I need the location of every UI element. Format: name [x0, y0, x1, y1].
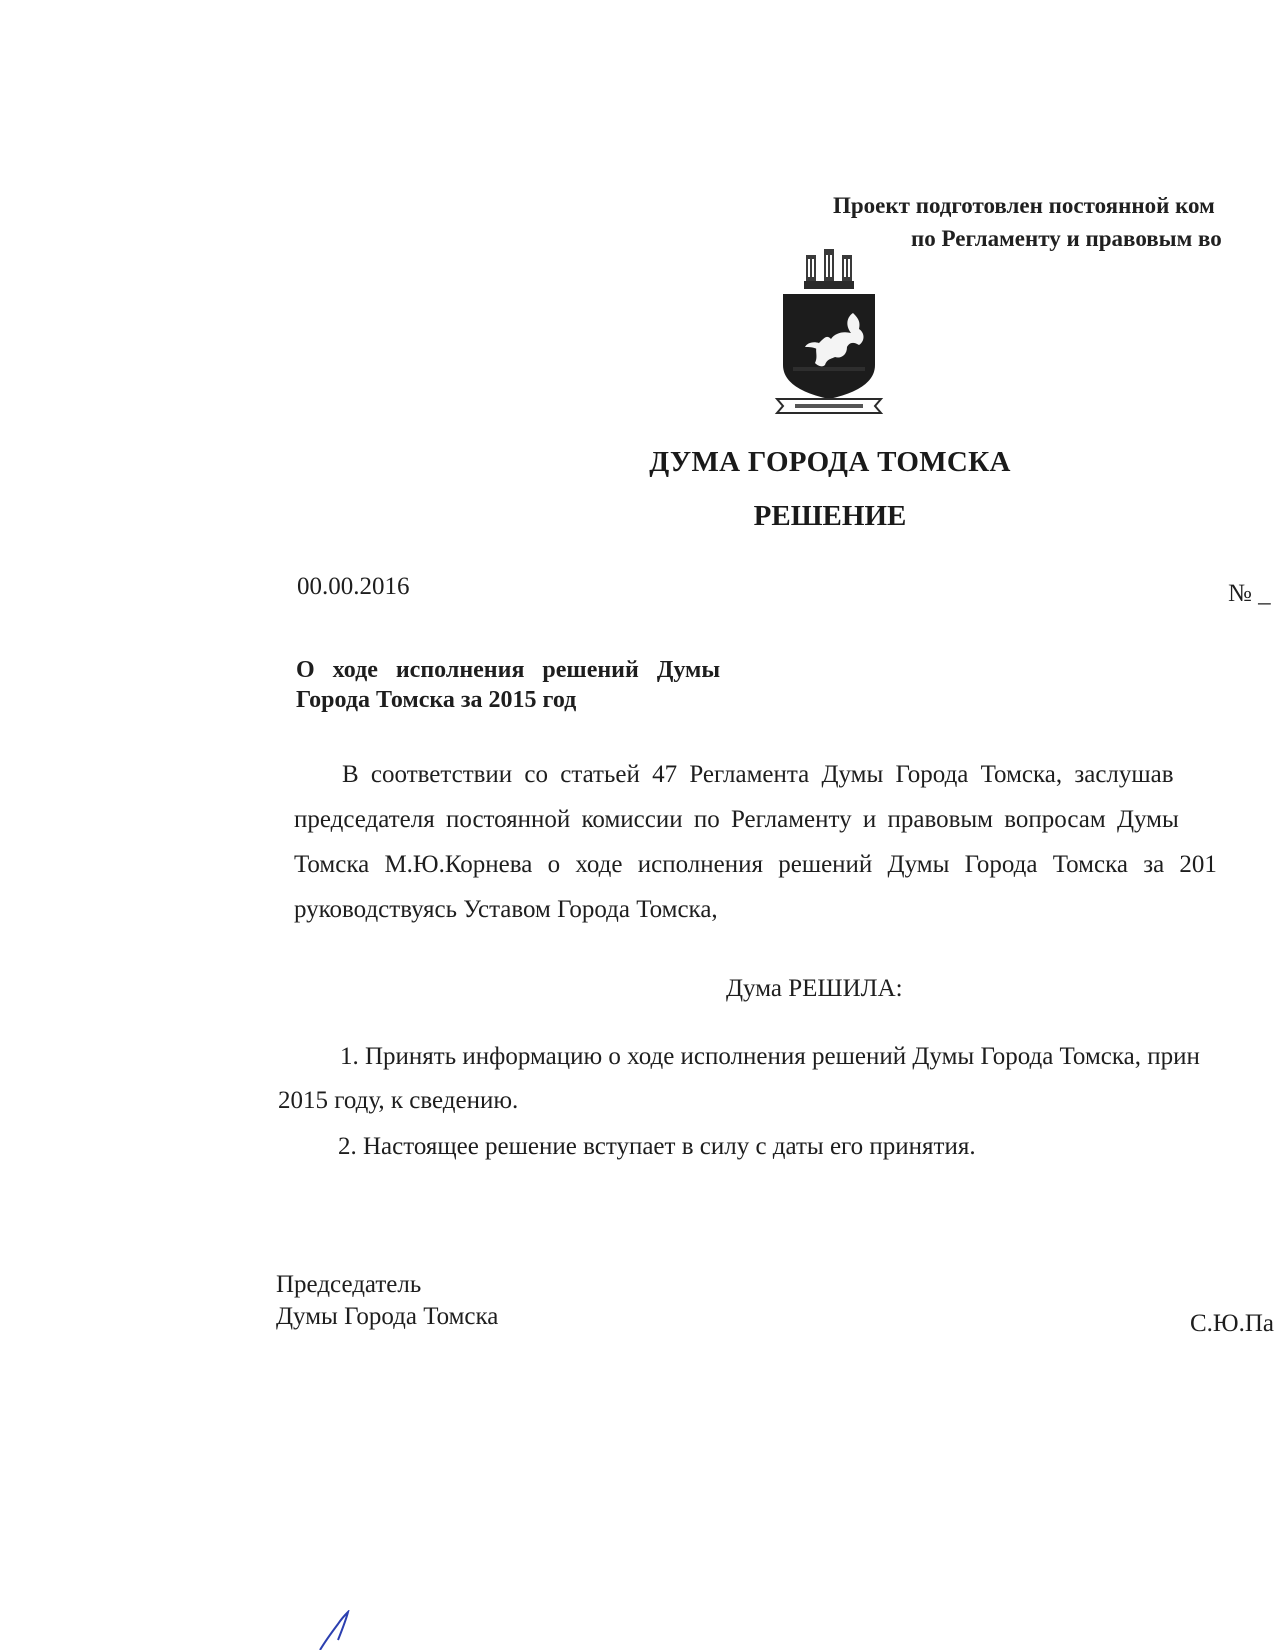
decision-item-2: 2. Настоящее решение вступает в силу с даты его принятия. — [338, 1133, 976, 1160]
preamble-line: В соответствии со статьей 47 Регламента Думы Города Томска, заслушав — [342, 761, 1174, 788]
signatory-title-line-2: Думы Города Томска — [276, 1303, 499, 1330]
preamble-line: председателя постоянной комиссии по Регламенту и правовым вопросам Думы — [294, 806, 1179, 833]
project-prepared-note — [833, 189, 1222, 255]
project-note-line-1: Проект подготовлен постоянной ком — [833, 193, 1215, 218]
signatory-name: С.Ю.Па — [1190, 1310, 1275, 1337]
subject-line-2: Города Томска за 2015 год — [296, 687, 577, 713]
document-type: РЕШЕНИЕ — [753, 500, 907, 532]
decision-heading: Дума РЕШИЛА: — [726, 975, 903, 1002]
decision-item-1-continued: 2015 году, к сведению. — [278, 1087, 519, 1114]
signatory-title — [276, 1269, 498, 1333]
pen-mark-icon — [318, 1610, 358, 1650]
preamble-paragraph — [294, 752, 1217, 932]
decision-item-1: 1. Принять информацию о ходе исполнения решений Думы Города Томска, прин — [340, 1043, 1200, 1070]
document-subject — [296, 655, 720, 715]
subject-line-1: О ходе исполнения решений Думы — [296, 657, 721, 683]
preamble-line: руководствуясь Уставом Города Томска, — [294, 896, 718, 923]
preamble-line: Томска М.Ю.Корнева о ходе исполнения решений Думы Города Томска за 201 — [294, 851, 1217, 878]
coat-of-arms-horse-icon — [773, 247, 885, 415]
organization-title: ДУМА ГОРОДА ТОМСКА — [649, 446, 1011, 478]
document-number: № _ — [1228, 580, 1271, 607]
signatory-title-line-1: Председатель — [276, 1271, 422, 1298]
project-note-line-2: по Регламенту и правовым во — [911, 226, 1222, 251]
document-date: 00.00.2016 — [297, 573, 410, 600]
